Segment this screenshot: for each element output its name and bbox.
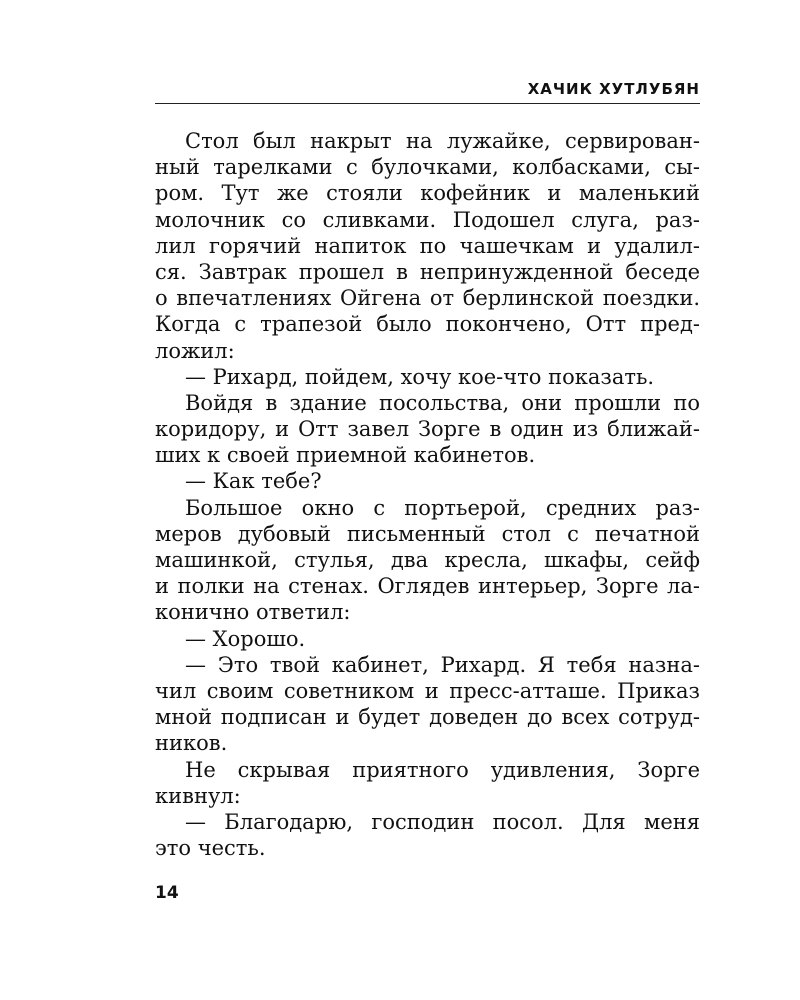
text-line: чил своим советником и пресс-атташе. Приказ — [155, 678, 700, 703]
text-line: мной подписан и будет доведен до всех сотруд- — [155, 705, 700, 730]
text-line: молочник со сливками. Подошел слуга, раз- — [155, 207, 700, 232]
text-line: Большое окно с портьерой, средних раз- — [185, 495, 700, 520]
text-line: машинкой, стулья, два кресла, шкафы, сейф — [155, 548, 700, 572]
text-line: ших к своей приемной кабинетов. — [155, 443, 536, 468]
text-line: ром. Тут же стояли кофейник и маленький — [155, 181, 700, 206]
text-line: — Благодарю, господин посол. Для меня — [185, 809, 700, 834]
text-line: — Хорошо. — [185, 626, 306, 651]
text-line: ников. — [155, 731, 228, 756]
text-line: Войдя в здание посольства, они прошли по — [185, 390, 700, 415]
text-line: Стол был накрыт на лужайке, сервирован- — [185, 129, 700, 153]
page-number: 14 — [155, 883, 179, 903]
text-line: лил горячий напиток по чашечкам и удалил- — [155, 233, 700, 258]
text-line: — Как тебе? — [185, 469, 322, 494]
header-rule — [155, 103, 700, 104]
text-line: о впечатлениях Ойгена от берлинской поездки. — [155, 286, 700, 311]
text-line: ный тарелками с булочками, колбасками, сы- — [155, 155, 700, 180]
text-line: кивнул: — [155, 783, 241, 808]
text-line: Не скрывая приятного удивления, Зорге — [185, 757, 700, 782]
text-line: конично ответил: — [155, 600, 351, 625]
text-line: меров дубовый письменный стол с печатной — [155, 521, 700, 546]
running-header-author: ХАЧИК ХУТЛУБЯН — [527, 80, 700, 98]
text-line: — Это твой кабинет, Рихард. Я тебя назна- — [185, 652, 700, 677]
text-line: Когда с трапезой было покончено, Отт пред- — [155, 312, 700, 337]
text-line: ложил: — [155, 338, 235, 363]
text-line: — Рихард, пойдем, хочу кое-что показать. — [185, 364, 655, 389]
text-line: и полки на стенах. Оглядев интерьер, Зорге ла- — [155, 574, 700, 599]
body-text — [155, 128, 700, 861]
text-line: ся. Завтрак прошел в непринужденной беседе — [155, 259, 700, 284]
text-line: коридору, и Отт завел Зорге в один из ближай- — [155, 417, 700, 442]
text-line: это честь. — [155, 836, 266, 861]
